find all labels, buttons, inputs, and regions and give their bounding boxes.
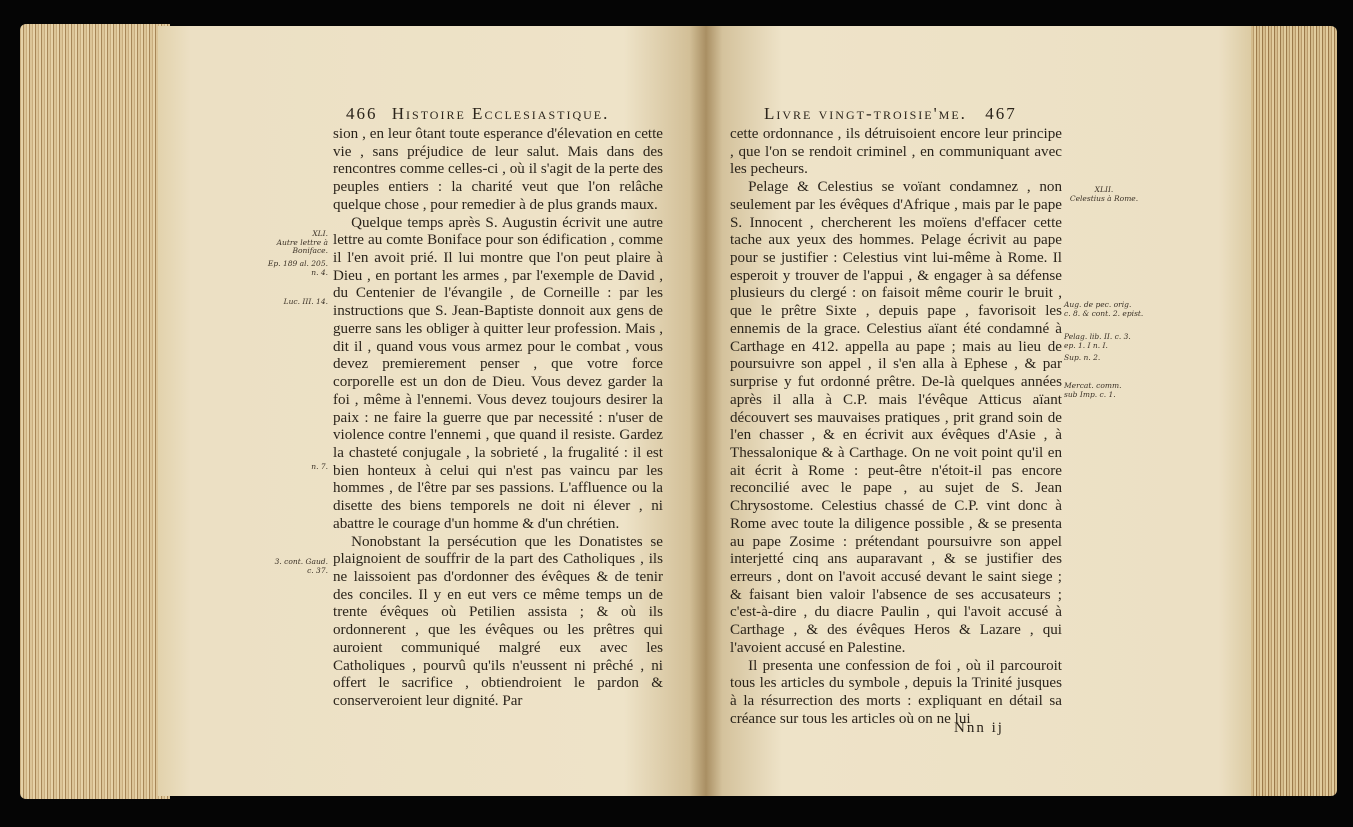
right-marginal-note-3: Pelag. lib. II. c. 3. ep. 1. I n. I. <box>1064 332 1131 350</box>
left-head-title: Histoire Ecclesiastique. <box>391 104 610 123</box>
right-page-number: 467 <box>985 104 1017 123</box>
left-page-body <box>333 126 663 711</box>
right-head-title: Livre vingt-troisie'me. <box>764 104 967 123</box>
right-page <box>706 26 1251 796</box>
left-paragraph-2: Quelque temps après S. Augustin écrivit une autre lettre au comte Boniface pour son édification , comme il l'en avoit prié. Il lui montre que l'on peut plaire à Dieu , en portant les armes , par l'exemple de David , du Centenier de l'évangile , de Corneille : par les instructions que S. Jean-Baptiste donnoit aux gens de guerre sans les obliger à quitter leur profession. Mais , dit il , quand vous vous armez pour le combat , vous devez premierement penser , que votre force corporelle est un don de Dieu. Vous devez garder la foi , même à l'ennemi. Vous devez toujours desirer la paix : ne faire la guerre que par necessité : n'user de violence contre l'ennemi , que quand il resiste. Gardez la chasteté conjugale , la sobrieté , la frugalité : il est bien honteux à celui qui n'est pas vaincu par les hommes , de l'être par ses passions. L'affluence ou la disette des biens temporels ne doit ni élever , ni abattre le courage d'un homme & d'un chrétien. <box>333 214 663 532</box>
right-marginal-note-5: Mercat. comm. sub Imp. c. 1. <box>1064 381 1122 399</box>
left-page <box>158 26 706 796</box>
right-page-body <box>730 126 1062 728</box>
left-marginal-note-3: Luc. III. 14. <box>283 297 328 306</box>
right-paragraph-1: cette ordonnance , ils détruisoient encore leur principe , que l'on se rendoit criminel , en communiquant avec les pecheurs. <box>730 126 1062 178</box>
left-marginal-note-1: XLI. Autre lettre à Boniface. <box>276 229 328 255</box>
page-signature: Nnn ij <box>954 720 1004 736</box>
left-running-head <box>346 104 609 124</box>
right-running-head <box>764 104 1017 124</box>
right-marginal-note-1: XLII. Celestius à Rome. <box>1069 185 1139 203</box>
left-page-edges <box>20 24 170 799</box>
right-page-edges <box>1241 26 1337 796</box>
left-page-number: 466 <box>346 104 378 123</box>
right-marginal-note-2: Aug. de pec. orig. c. 8. & cont. 2. epist. <box>1064 300 1144 318</box>
left-paragraph-3: Nonobstant la persécution que les Donatistes se plaignoient de souffrir de la part des Catholiques , ils ne laissoient pas d'ordonner des évêques & de tenir des conciles. Il y en eut vers ce même temps un de trente évêques où Petilien assista ; & où ils ordonnerent , que les évêques ou les prêtres qui auroient communiqué malgré eux avec les Catholiques , pourvû qu'ils n'eussent ni prêché , ni offert le sacrifice , obtiendroient le pardon & conserveroient leur dignité. Par <box>333 533 663 709</box>
right-paragraph-2: Pelage & Celestius se voïant condamnez , non seulement par les évêques d'Afrique , mais par le pape S. Innocent , chercherent les moïens d'effacer cette tache aux yeux des hommes. Pelage écrivit au pape pour se justifier : Celestius vint lui-même à Rome. Il esperoit y trouver de l'appui , & engager à sa défense plusieurs du clergé : on faisoit même courir le bruit , que le prêtre Sixte , depuis pape , favorisoit les ennemis de la grace. Celestius aïant été condamné à Carthage en 412. appella au pape ; mais au lieu de poursuivre son appel , il s'en alla à Ephese , & par surprise y fut ordonné prêtre. De-là quelques années après il alla à C.P. mais l'évêque Atticus aïant découvert ses mauvaises pratiques , prit grand soin de l'en chasser , & en écrivit aux évêques d'Asie , à Thessalonique & à Carthage. On ne voit point qu'il en ait écrit à Rome : peut-être n'étoit-il pas encore reconcilié avec le pape , au sujet de S. Jean Chrysostome. Celestius chassé de C.P. vint donc à Rome avec toute la diligence possible , & se presenta au pape Zosime : prétendant poursuivre son appel interjetté cinq ans auparavant , & se justifier des erreurs , dont on l'avoit accusé devant le saint siege ; & faisant bien valoir l'absence de ses accusateurs ; c'est-à-dire , du diacre Paulin , qui l'avoit accusé à Carthage , & des évêques Heros & Lazare , qui l'avoient accusé en Palestine. <box>730 179 1062 656</box>
left-marginal-note-2: Ep. 189 al. 205. n. 4. <box>267 259 328 277</box>
left-paragraph-1: sion , en leur ôtant toute esperance d'élevation en cette vie , sans préjudice de leur salut. Mais dans des rencontres comme celles-ci , où il s'agit de la perte des peuples entiers : la charité veut que l'on relâche quelque chose , pour remedier à de plus grands maux. <box>333 126 663 213</box>
left-marginal-note-5: 3. cont. Gaud. c. 37. <box>274 557 328 575</box>
open-book <box>8 14 1345 814</box>
right-marginal-note-4: Sup. n. 2. <box>1064 353 1101 362</box>
left-marginal-note-4: n. 7. <box>311 462 328 471</box>
right-paragraph-3: Il presenta une confession de foi , où il parcouroit tous les articles du symbole , depuis la Trinité jusques à la résurrection des morts : expliquant en détail sa créance sur tous les articles où on ne lui <box>730 657 1062 727</box>
